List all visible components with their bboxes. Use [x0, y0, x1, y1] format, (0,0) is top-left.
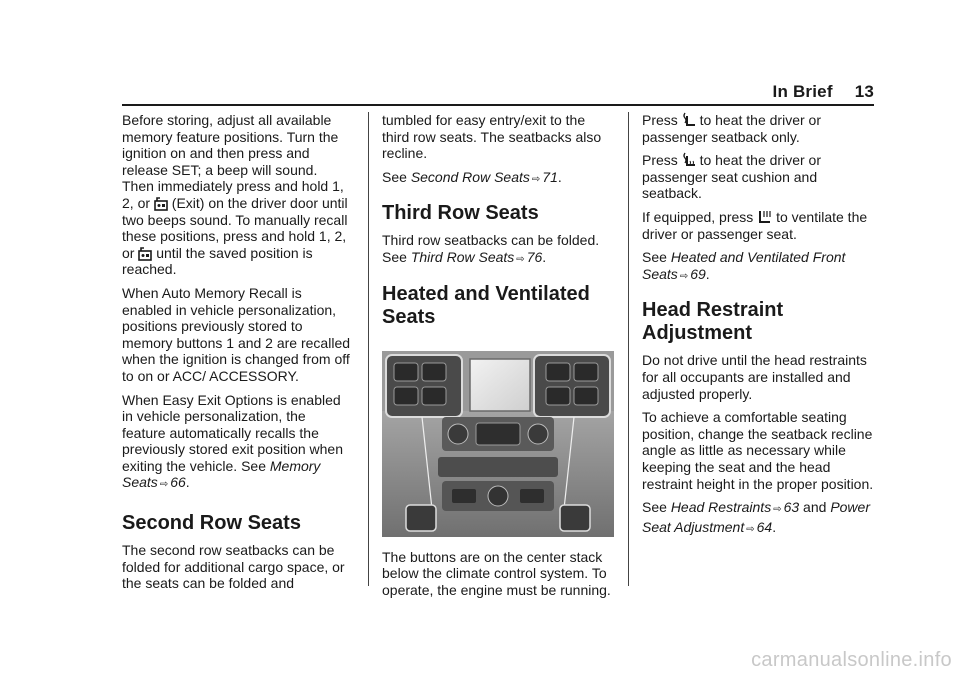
power-seat-link[interactable]: Power Seat Adjustment	[642, 499, 870, 535]
memory-storing-paragraph: Before storing, adjust all available memory feature positions. Turn the ignition on and then press and release SET; a beep will sound. Then immediately press and hold 1, 2, or (Exit) on the driver door until two beeps sound. To manually recall these positions, press and hold 1, 2, or until the saved position is reached.	[122, 112, 348, 278]
head-restraint-heading: Head Restraint Adjustment	[642, 299, 784, 345]
power-seat-page[interactable]: 64	[756, 518, 773, 535]
third-row-heading: Third Row Seats	[382, 202, 539, 225]
column-divider-2	[628, 112, 629, 586]
heat-cushion-paragraph: Press to heat the driver or passenger seat cushion and seatback.	[642, 152, 821, 202]
third-row-seats-link[interactable]: Third Row Seats	[410, 248, 515, 265]
heated-seat-cushion-icon	[682, 152, 696, 168]
see-head-restraints: See Head Restraints ⇨ 63 and Power Seat Adjustment ⇨ 64.	[642, 499, 870, 535]
heated-seats-heading: Heated and Ventilated Seats	[382, 282, 590, 328]
column-divider-1	[368, 112, 369, 586]
section-title: In Brief	[772, 82, 833, 101]
head-restraints-page[interactable]: 63	[783, 499, 800, 516]
center-stack-photo	[382, 351, 614, 537]
page-ref-arrow-icon: ⇨	[531, 173, 541, 185]
second-row-paragraph: The second row seatbacks can be folded for additional cargo space, or the seats can be folded and	[122, 542, 345, 592]
heated-seats-page[interactable]: 69	[690, 265, 706, 282]
page-ref-arrow-icon: ⇨	[679, 270, 689, 282]
easy-exit-paragraph: When Easy Exit Options is enabled in vehicle personalization, the feature automatically recalls the previously stored exit position when exiting the vehicle. See Memory Seats ⇨ 66.	[122, 391, 344, 491]
heat-seatback-paragraph: Press to heat the driver or passenger seatback only.	[642, 112, 821, 145]
third-row-paragraph: Third row seatbacks can be folded. See Third Row Seats ⇨ 76.	[382, 232, 600, 265]
see-heated-seats: See Heated and Ventilated Front Seats ⇨ 69.	[642, 249, 846, 282]
page-ref-arrow-icon: ⇨	[516, 253, 525, 265]
page-ref-arrow-icon: ⇨	[746, 523, 755, 535]
header-rule	[122, 104, 874, 106]
ventilate-paragraph: If equipped, press to ventilate the driver or passenger seat.	[642, 208, 868, 242]
column-3	[642, 112, 876, 545]
second-row-seats-page[interactable]: 71	[542, 168, 558, 185]
heated-seatback-icon	[682, 112, 696, 128]
head-restraint-warning: Do not drive until the head restraints for all occupants are installed and adjusted properly.	[642, 352, 867, 402]
photo-caption: The buttons are on the center stack below the climate control system. To operate, the engine must be running.	[382, 548, 611, 598]
page-header	[773, 82, 874, 102]
exit-seat-icon	[154, 197, 168, 211]
tumble-paragraph: tumbled for easy entry/exit to the third row seats. The seatbacks also recline.	[382, 112, 602, 162]
see-second-row: See Second Row Seats ⇨ 71.	[382, 168, 562, 185]
head-restraints-link[interactable]: Head Restraints	[670, 499, 772, 516]
column-1	[122, 112, 352, 599]
page-ref-arrow-icon: ⇨	[773, 504, 782, 516]
page-ref-arrow-icon: ⇨	[159, 479, 169, 491]
exit-seat-icon	[138, 247, 152, 261]
column-2	[382, 112, 614, 605]
second-row-heading: Second Row Seats	[122, 512, 301, 535]
watermark: carmanualsonline.info	[751, 649, 952, 671]
comfortable-seating-paragraph: To achieve a comfortable seating position, change the seatback recline angle as little as necessary while keeping the seat and the head restraint height in the proper position.	[642, 409, 874, 492]
memory-seats-link[interactable]: Memory Seats	[122, 457, 321, 491]
auto-memory-paragraph: When Auto Memory Recall is enabled in vehicle personalization, positions previously stored to memory buttons 1 and 2 are recalled when the ignition is changed from off to on or ACC/ ACCESSORY.	[122, 284, 351, 384]
second-row-seats-link[interactable]: Second Row Seats	[410, 168, 530, 185]
third-row-seats-page[interactable]: 76	[526, 248, 543, 265]
memory-seats-page[interactable]: 66	[170, 474, 186, 491]
ventilated-seat-icon	[757, 209, 772, 225]
heated-seats-link[interactable]: Heated and Ventilated Front Seats	[642, 249, 846, 282]
page-number: 13	[854, 82, 874, 101]
